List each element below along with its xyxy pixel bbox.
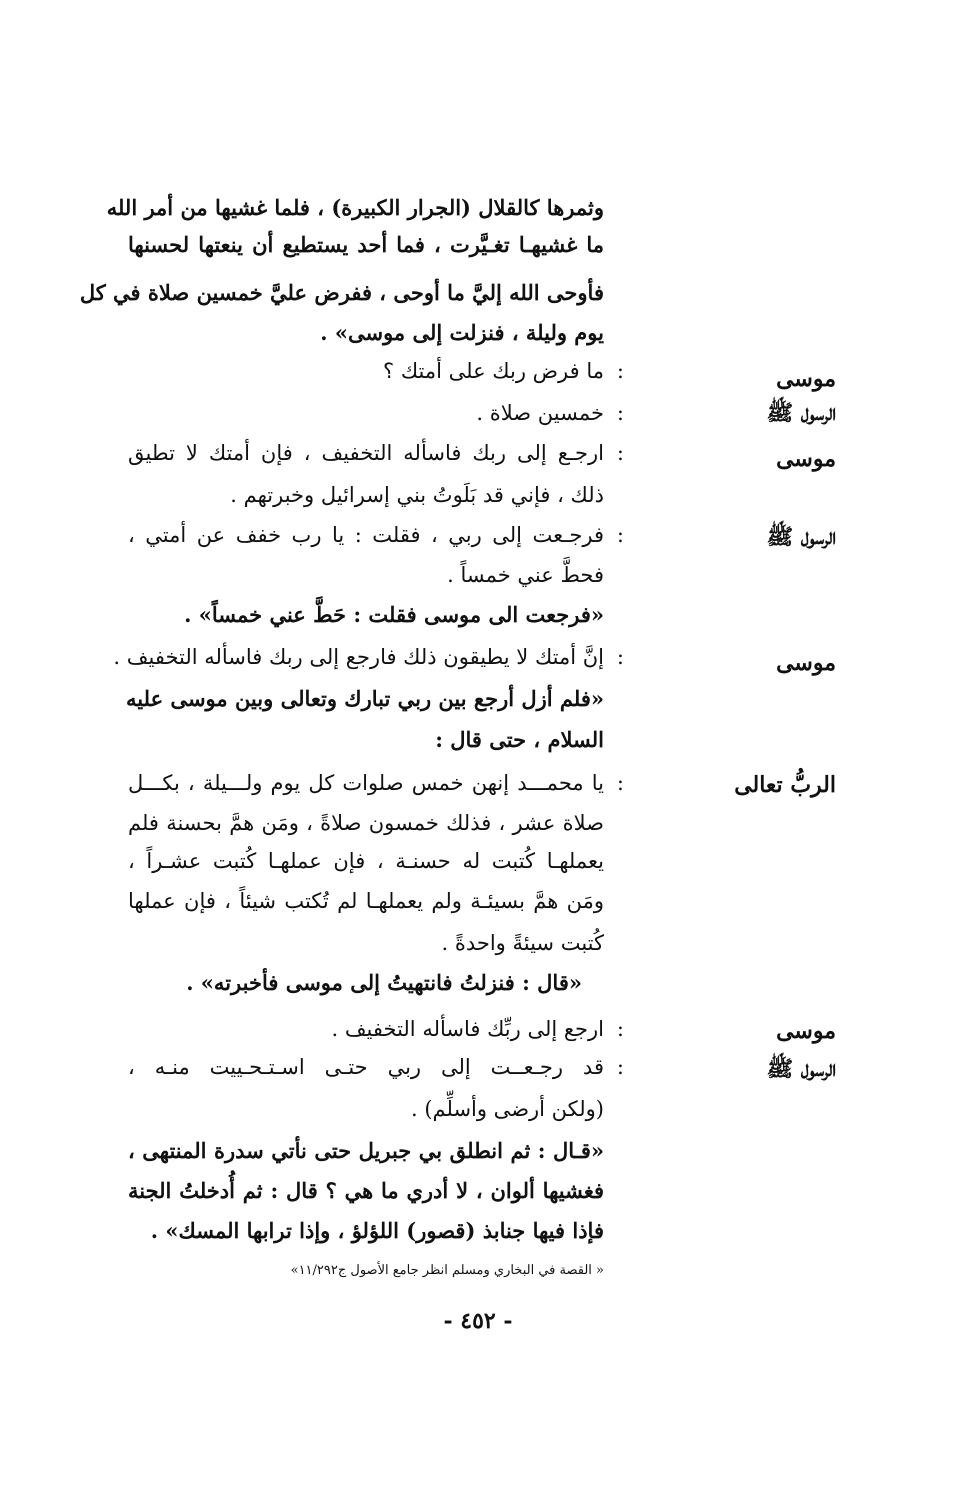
colon: : <box>616 359 624 383</box>
speaker-rasul: الرسول ﷺ <box>766 1056 836 1082</box>
intro-line-2: ما غشيهـا تغـيَّرت ، فما أحد يستطيع أن ينعتها لحسنها <box>128 232 604 257</box>
dialogue-line: ذلك ، فإني قد بَلَوتُ بني إسرائيل وخبرتهم . <box>230 483 604 507</box>
speaker-rasul: الرسول ﷺ <box>766 524 836 550</box>
colon: : <box>616 771 624 795</box>
narration-line: فغشيها ألوان ، لا أدري ما هي ؟ قال : ثم أُدخلتُ الجنة <box>128 1178 604 1203</box>
footnote: « القصة في البخاري ومسلم انظر جامع الأصول ج١١/٢٩٢» <box>290 1263 604 1278</box>
colon: : <box>616 645 624 669</box>
dialogue-line: ومَن همَّ بسيئـة ولم يعملهـا لم تُكتب شيئاً ، فإن عملها <box>128 889 604 913</box>
colon: : <box>616 441 624 465</box>
intro-line-3: فأوحى الله إليَّ ما أوحى ، ففرض عليَّ خمسين صلاة في كل <box>79 280 604 305</box>
colon: : <box>616 1055 624 1079</box>
colon: : <box>616 1017 624 1041</box>
dialogue-line: فرجـعت إلى ربي ، فقلت : يا رب خفف عن أمتي ، <box>128 523 604 547</box>
speaker-musa: موسى <box>776 1018 836 1044</box>
dialogue-line: ارجـع إلى ربك فاسأله التخفيف ، فإن أمتك لا تطيق <box>128 441 604 465</box>
narration-line: «فرجعت الى موسى فقلت : حَطَّ عني خمساً» . <box>184 602 604 627</box>
dialogue-line: كُتبت سيئةً واحدةً . <box>441 931 604 955</box>
dialogue-line: إنَّ أمتك لا يطيقون ذلك فارجع إلى ربك فاسأله التخفيف . <box>113 645 604 669</box>
speaker-musa: موسى <box>776 650 836 676</box>
dialogue-line: فحطَّ عني خمساً . <box>447 563 604 587</box>
narration-line: فإذا فيها جنابذ (قصور) اللؤلؤ ، وإذا ترابها المسك» . <box>150 1218 604 1243</box>
narration-line: «قال : فنزلتُ فانتهيتُ إلى موسى فأخبرته» . <box>186 970 582 995</box>
narration-line: «قـال : ثم انطلق بي جبريل حتى نأتي سدرة المنتهى ، <box>128 1138 604 1163</box>
speaker-rabb: الربُّ تعالى <box>734 772 836 798</box>
intro-line-1: وثمرها كالقلال (الجرار الكبيرة) ، فلما غشيها من أمر الله <box>106 195 604 220</box>
narration-line: «فلم أزل أرجع بين ربي تبارك وتعالى وبين موسى عليه <box>126 686 604 711</box>
dialogue-line: ما فرض ربك على أمتك ؟ <box>383 359 604 383</box>
speaker-rasul: الرسول ﷺ <box>766 400 836 426</box>
dialogue-line: يا محمـــد إنهن خمس صلوات كل يوم ولـــيلة ، بكـــل <box>128 771 604 795</box>
speaker-musa: موسى <box>776 446 836 472</box>
intro-line-4: يوم وليلة ، فنزلت إلى موسى» . <box>320 320 604 345</box>
dialogue-line: (ولكن أرضى وأسلِّم) . <box>410 1097 604 1121</box>
colon: : <box>616 401 624 425</box>
dialogue-line: صلاة عشر ، فذلك خمسون صلاةً ، ومَن همَّ بحسنة فلم <box>128 811 604 835</box>
page-number: - ٤٥٢ - <box>443 1308 513 1334</box>
speaker-musa: موسى <box>776 366 836 392</box>
colon: : <box>616 523 624 547</box>
dialogue-line: يعملهـا كُتبت له حسنـة ، فإن عملهـا كُتبت عشـراً ، <box>128 849 604 873</box>
dialogue-line: ارجع إلى ربِّك فاسأله التخفيف . <box>331 1017 604 1041</box>
dialogue-line: قد رجـعــت إلى ربي حتـى اسـتـحـييت منـه ، <box>128 1055 604 1079</box>
narration-line: السلام ، حتى قال : <box>435 727 604 752</box>
dialogue-line: خمسين صلاة . <box>476 401 604 425</box>
